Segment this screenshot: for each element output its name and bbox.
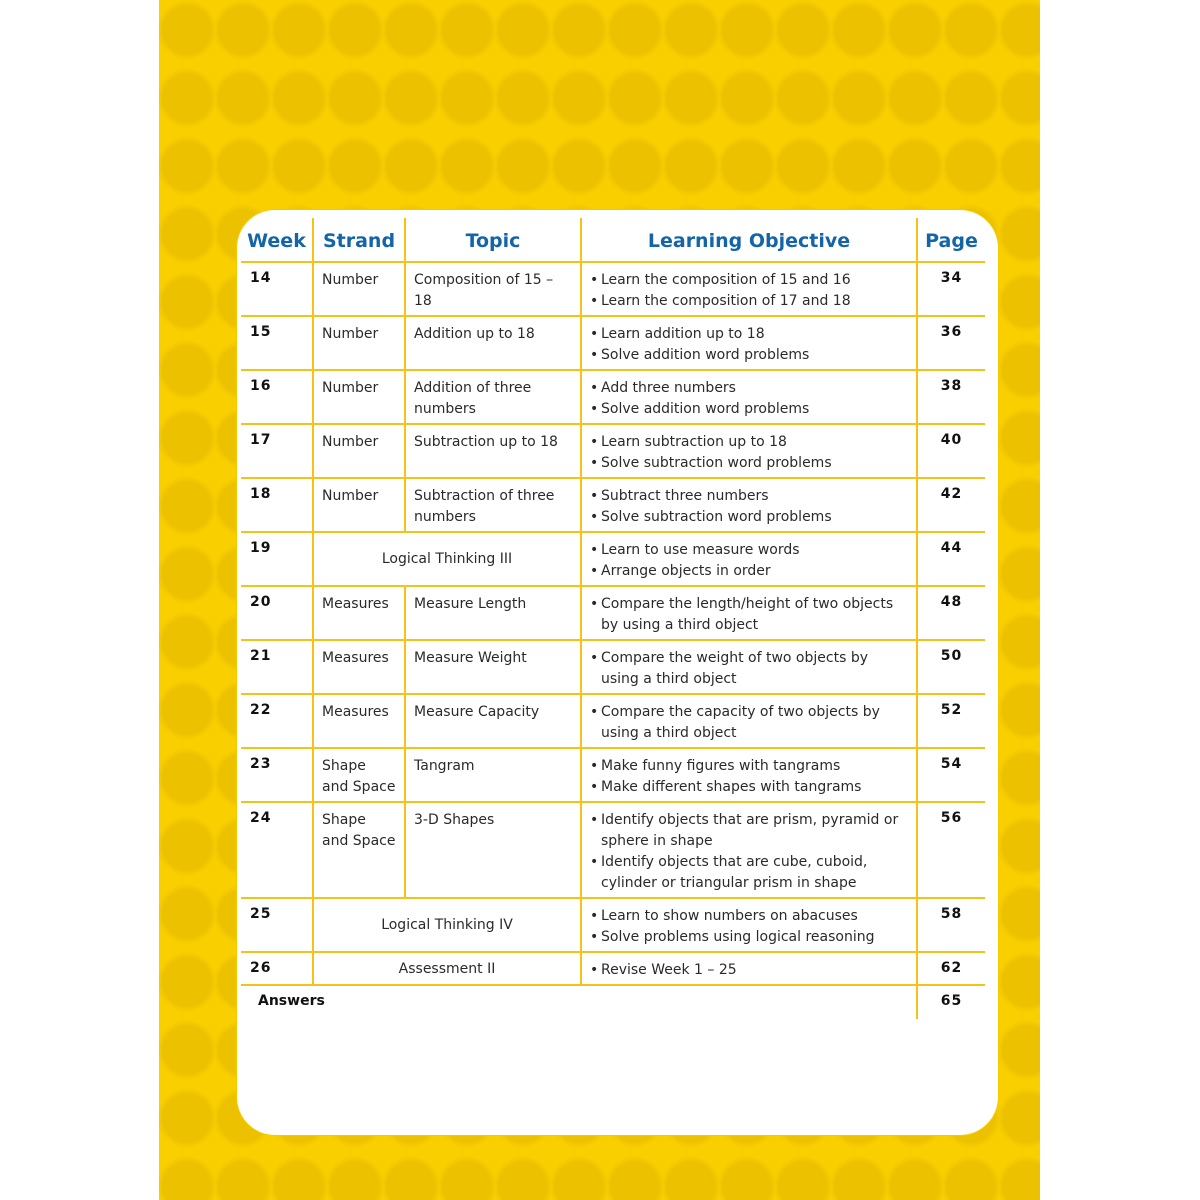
objective-cell	[582, 263, 918, 315]
objective-item: • Compare the capacity of two objects by using a third object	[590, 702, 910, 744]
objective-list	[590, 810, 910, 894]
page-number: 48	[940, 594, 963, 610]
strand-cell: Number	[314, 425, 406, 477]
page-number: 62	[940, 960, 963, 976]
objective-list	[590, 648, 910, 690]
topic-cell: 3-D Shapes	[406, 803, 582, 897]
objective-cell	[582, 953, 918, 984]
page-number: 58	[940, 906, 963, 922]
objective-item: • Compare the length/height of two objects by using a third object	[590, 594, 910, 636]
objective-list	[590, 270, 910, 312]
table-row	[241, 803, 985, 899]
page-number: 34	[940, 270, 963, 286]
objective-item: • Add three numbers	[590, 378, 910, 399]
strand-cell: Measures	[314, 587, 406, 639]
topic-cell: Tangram	[406, 749, 582, 801]
objective-list	[590, 594, 910, 636]
objective-cell	[582, 803, 918, 897]
objective-item: • Solve addition word problems	[590, 345, 910, 366]
table-row	[241, 953, 985, 986]
topic-cell: Measure Weight	[406, 641, 582, 693]
table-row	[241, 533, 985, 587]
table-header	[241, 218, 985, 263]
objective-cell	[582, 371, 918, 423]
objective-item: • Learn subtraction up to 18	[590, 432, 910, 453]
header-page: Page	[925, 229, 978, 252]
topic-cell: Addition of three numbers	[406, 371, 582, 423]
strand-cell: Shape and Space	[314, 749, 406, 801]
objective-item: • Arrange objects in order	[590, 561, 910, 582]
page-number: 50	[940, 648, 963, 664]
topic-cell: Subtraction of three numbers	[406, 479, 582, 531]
objective-item: • Identify objects that are cube, cuboid, cylinder or triangular prism in shape	[590, 852, 910, 894]
strand-cell: Shape and Space	[314, 803, 406, 897]
objective-item: • Compare the weight of two objects by using a third object	[590, 648, 910, 690]
strand-cell: Number	[314, 263, 406, 315]
objective-cell	[582, 899, 918, 951]
page-number: 44	[940, 540, 963, 556]
objective-item: • Revise Week 1 – 25	[590, 960, 910, 981]
table-row	[241, 479, 985, 533]
objective-list	[590, 432, 910, 474]
objective-item: • Make different shapes with tangrams	[590, 777, 910, 798]
week-number: 16	[241, 371, 314, 423]
objective-item: • Solve problems using logical reasoning	[590, 927, 910, 948]
header-strand: Strand	[314, 218, 406, 261]
week-number: 26	[241, 953, 314, 984]
week-number: 14	[241, 263, 314, 315]
objective-item: • Learn addition up to 18	[590, 324, 910, 345]
objective-item: • Make funny figures with tangrams	[590, 756, 910, 777]
objective-cell	[582, 695, 918, 747]
objective-list	[590, 486, 910, 528]
objective-item: • Solve subtraction word problems	[590, 453, 910, 474]
objective-item: • Identify objects that are prism, pyramid or sphere in shape	[590, 810, 910, 852]
week-number: 17	[241, 425, 314, 477]
objective-list	[590, 540, 910, 582]
table-row	[241, 371, 985, 425]
table-row	[241, 641, 985, 695]
strand-cell: Number	[314, 479, 406, 531]
strand-cell: Number	[314, 317, 406, 369]
objective-cell	[582, 425, 918, 477]
objective-list	[590, 906, 910, 948]
objective-item: • Learn the composition of 15 and 16	[590, 270, 910, 291]
objective-list	[590, 324, 910, 366]
objective-list	[590, 960, 910, 981]
objective-item: • Solve addition word problems	[590, 399, 910, 420]
week-number: 18	[241, 479, 314, 531]
objective-item: • Learn the composition of 17 and 18	[590, 291, 910, 312]
objective-cell	[582, 749, 918, 801]
week-number: 22	[241, 695, 314, 747]
strand-cell: Number	[314, 371, 406, 423]
objective-cell	[582, 533, 918, 585]
page-number: 42	[940, 486, 963, 502]
objective-cell	[582, 587, 918, 639]
week-number: 24	[241, 803, 314, 897]
objective-item: • Learn to use measure words	[590, 540, 910, 561]
topic-cell: Measure Length	[406, 587, 582, 639]
topic-cell: Subtraction up to 18	[406, 425, 582, 477]
page-number: 54	[940, 756, 963, 772]
topic-cell: Composition of 15 – 18	[406, 263, 582, 315]
objective-cell	[582, 317, 918, 369]
table-row	[241, 587, 985, 641]
answers-label: Answers	[258, 993, 325, 1009]
table-row	[241, 317, 985, 371]
topic-cell: Addition up to 18	[406, 317, 582, 369]
objective-cell	[582, 479, 918, 531]
page-number: 36	[940, 324, 963, 340]
answers-row	[241, 986, 985, 1019]
answers-page: 65	[940, 993, 963, 1009]
objective-item: • Solve subtraction word problems	[590, 507, 910, 528]
week-number: 20	[241, 587, 314, 639]
topic-cell: Measure Capacity	[406, 695, 582, 747]
strand-cell: Measures	[314, 695, 406, 747]
page-number: 52	[940, 702, 963, 718]
strand-cell: Measures	[314, 641, 406, 693]
answers-divider	[582, 986, 918, 1019]
table-row	[241, 425, 985, 479]
page-number: 56	[940, 810, 963, 826]
header-learning-objective: Learning Objective	[582, 218, 918, 261]
week-number: 23	[241, 749, 314, 801]
header-topic: Topic	[406, 218, 582, 261]
combined-strand-topic: Assessment II	[314, 953, 582, 984]
objective-list	[590, 378, 910, 420]
contents-table	[241, 218, 985, 1019]
combined-strand-topic: Logical Thinking IV	[314, 899, 582, 951]
table-row	[241, 695, 985, 749]
table-row	[241, 263, 985, 317]
objective-item: • Learn to show numbers on abacuses	[590, 906, 910, 927]
page-number: 40	[940, 432, 963, 448]
header-week: Week	[241, 218, 314, 261]
objective-list	[590, 702, 910, 744]
week-number: 21	[241, 641, 314, 693]
week-number: 15	[241, 317, 314, 369]
objective-list	[590, 756, 910, 798]
page-number: 38	[940, 378, 963, 394]
combined-strand-topic: Logical Thinking III	[314, 533, 582, 585]
week-number: 25	[241, 899, 314, 951]
week-number: 19	[241, 533, 314, 585]
table-row	[241, 899, 985, 953]
table-row	[241, 749, 985, 803]
objective-item: • Subtract three numbers	[590, 486, 910, 507]
objective-cell	[582, 641, 918, 693]
